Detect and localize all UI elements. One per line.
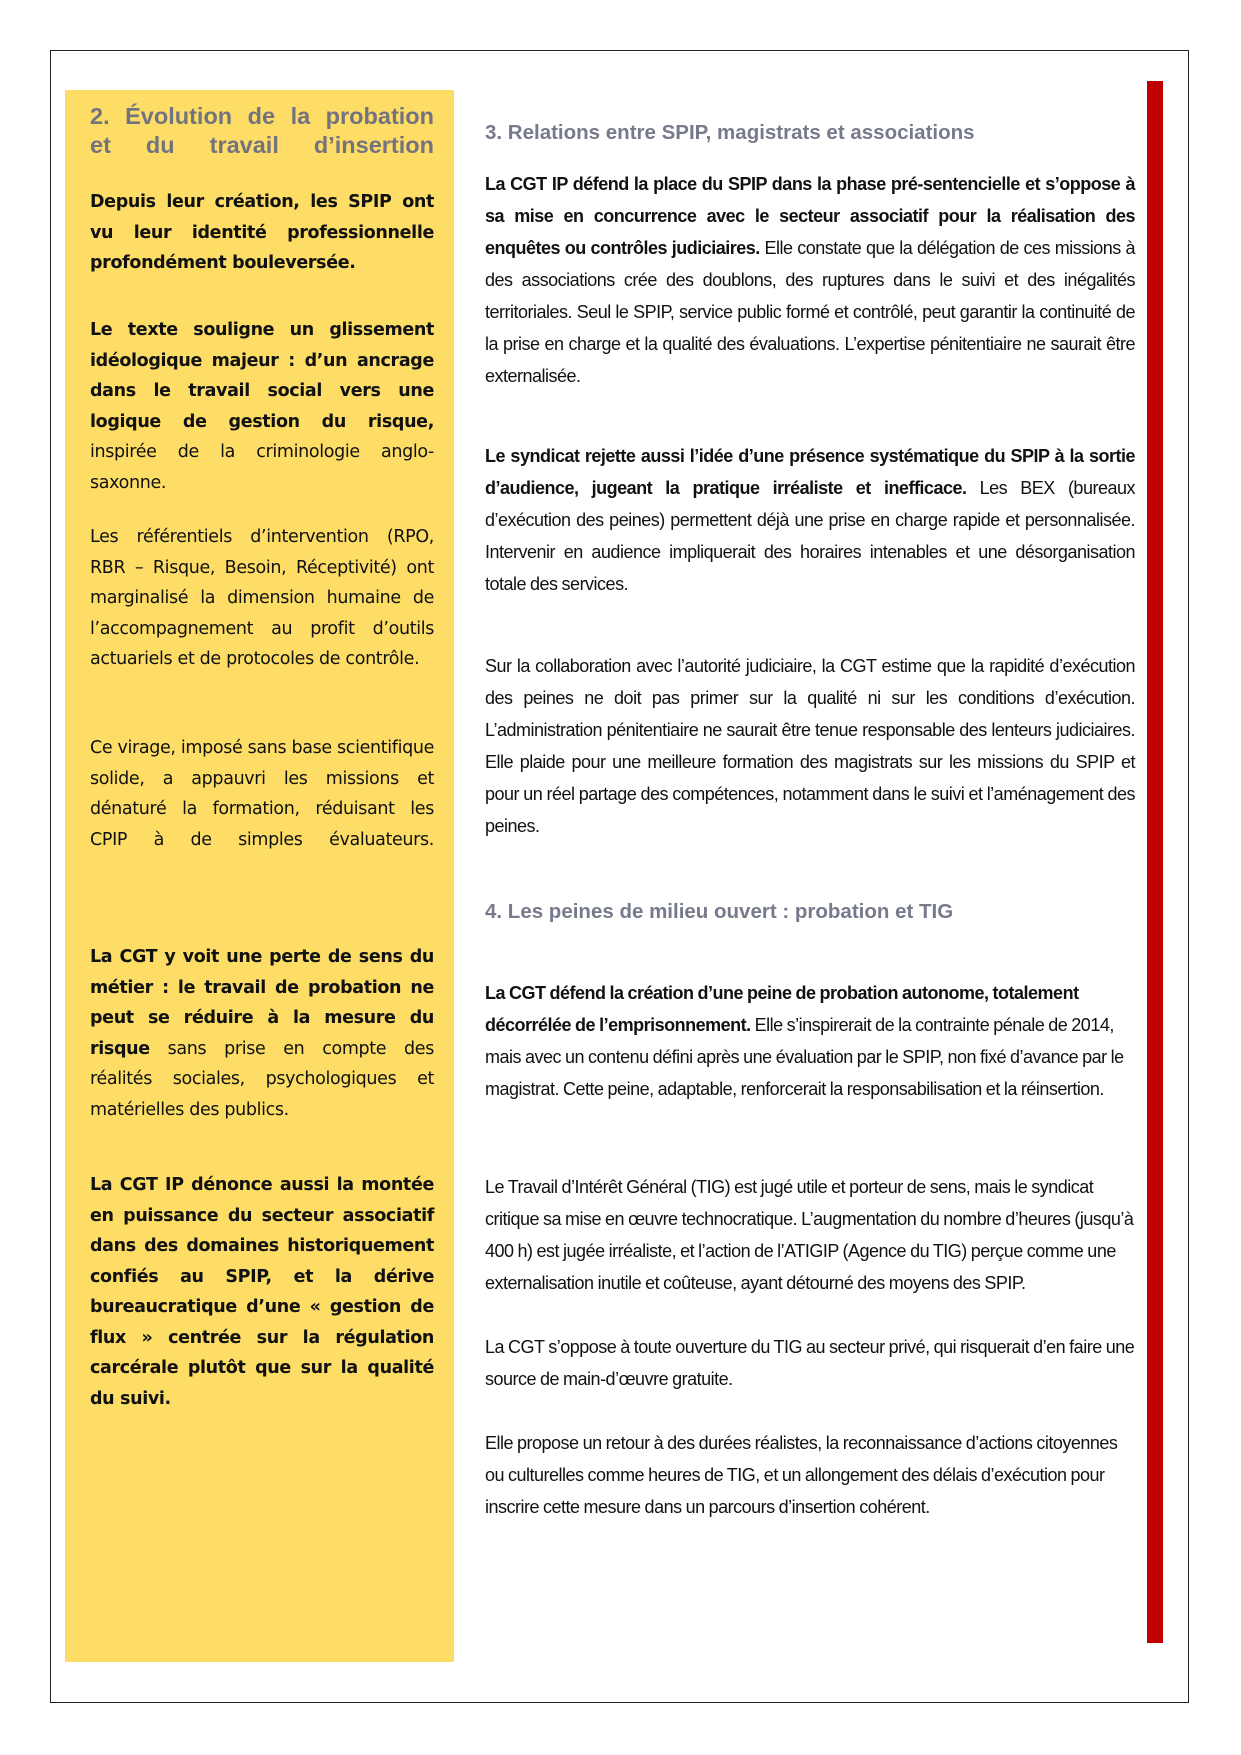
section-3-heading: [485, 120, 975, 146]
section-4-heading: 4. Les peines de milieu ouvert : probation et TIG: [485, 900, 954, 923]
sidebar-paragraph-text: sans prise en compte des réalités sociales, psychologiques et matérielles des publics.: [90, 1038, 434, 1120]
section-3-paragraph-text: Elle constate que la délégation de ces missions à des associations crée des doublons, des ruptures dans le suivi et des inégalités territoriales. Seul le SPIP, service public formé et contrôlé, peut garantir la continuité de la prise en charge et la qualité des évaluations. L’expertise pénitentiaire ne saurait être externalisée.: [485, 238, 1135, 386]
sidebar-title: [90, 102, 434, 160]
sidebar-paragraph: La CGT IP dénonce aussi la montée en puissance du secteur associatif dans des domaines historiquement confiés au SPIP, et la dérive bureaucratique d’une « gestion de flux » centrée sur la régulation carcérale plutôt que sur la qualité du suivi.: [90, 1175, 434, 1409]
sidebar-title-line1: Évolution de la probation: [125, 103, 435, 129]
section-4-paragraph: [485, 977, 1135, 1105]
sidebar-title-line2: et du travail d’insertion: [90, 132, 434, 158]
sidebar-panel: [65, 90, 454, 1662]
section-4-paragraph-text: Elle s’inspirerait de la contrainte pénale de 2014, mais avec un contenu défini après une évaluation par le SPIP, non fixé d’avance par le magistrat. Cette peine, adaptable, renforcerait la responsabilisation et la réinsertion.: [485, 1015, 1124, 1099]
sidebar-paragraph: [90, 942, 434, 1125]
section-3-paragraph-bold: La CGT IP défend la place du SPIP dans la phase pré-sentencielle et s’oppose à sa mise en concurrence avec le secteur associatif pour la réalisation des enquêtes ou contrôles judiciaires.: [485, 174, 1135, 258]
section-3-paragraph: [485, 440, 1135, 600]
section-3-paragraph-bold: Le syndicat rejette aussi l’idée d’une présence systématique du SPIP à la sortie d’audience, jugeant la pratique irréaliste et inefficace.: [485, 446, 1135, 498]
sidebar-paragraph: [90, 315, 434, 498]
section-3-number: 3.: [485, 121, 503, 144]
section-3-paragraph: Sur la collaboration avec l’autorité judiciaire, la CGT estime que la rapidité d’exécution des peines ne doit pas primer sur la qualité ni sur les conditions d’exécution. L’administration pénitentiaire ne saurait être tenue responsable des lenteurs judiciaires. Elle plaide pour une meilleure formation des magistrats sur les missions du SPIP et pour un réel partage des compétences, notamment dans le suivi et l’aménagement des peines.: [485, 656, 1135, 836]
sidebar-paragraph-text: inspirée de la criminologie anglo-saxonne.: [90, 442, 434, 493]
section-4-paragraph: Elle propose un retour à des durées réalistes, la reconnaissance d’actions citoyennes ou culturelles comme heures de TIG, et un allongement des délais d’exécution pour inscrire cette mesure dans un parcours d’insertion cohérent.: [485, 1433, 1118, 1517]
sidebar-title-number: 2.: [90, 103, 110, 129]
section-4-paragraph: Le Travail d’Intérêt Général (TIG) est jugé utile et porteur de sens, mais le syndicat critique sa mise en œuvre technocratique. L’augmentation du nombre d’heures (jusqu’à 400 h) est jugée irréaliste, et l’action de l’ATIGIP (Agence du TIG) perçue comme une externalisation inutile et coûteuse, ayant détourné des moyens des SPIP.: [485, 1177, 1134, 1293]
sidebar-paragraph-bold: Le texte souligne un glissement idéologique majeur : d’un ancrage dans le travail social vers une logique de gestion du risque,: [90, 320, 434, 432]
sidebar-paragraph: Ce virage, imposé sans base scientifique solide, a appauvri les missions et dénaturé la formation, réduisant les CPIP à de simples évaluateurs.: [90, 738, 434, 850]
sidebar-paragraph-bold: La CGT y voit une perte de sens du métier : le travail de probation ne peut se réduire à la mesure du risque: [90, 947, 434, 1059]
section-4-paragraph-bold: La CGT défend la création d’une peine de probation autonome, totalement décorrélée de l’emprisonnement.: [485, 983, 1079, 1035]
section-4-paragraph: La CGT s’oppose à toute ouverture du TIG au secteur privé, qui risquerait d’en faire une source de main-d’œuvre gratuite.: [485, 1337, 1135, 1389]
sidebar-paragraph: Les référentiels d’intervention (RPO, RBR – Risque, Besoin, Réceptivité) ont marginalisé la dimension humaine de l’accompagnement au profit d’outils actuariels et de protocoles de contrôle.: [90, 527, 434, 669]
section-3-title: Relations entre SPIP, magistrats et associations: [502, 121, 975, 144]
sidebar-paragraph: Depuis leur création, les SPIP ont vu leur identité professionnelle profondément bouleversée.: [90, 192, 434, 273]
section-3-paragraph: [485, 168, 1135, 392]
section-3-paragraph-text: Les BEX (bureaux d’exécution des peines) permettent déjà une prise en charge rapide et personnalisée. Intervenir en audience impliquerait des horaires intenables et une désorganisation totale des services.: [485, 478, 1135, 594]
accent-bar: [1147, 81, 1163, 1643]
